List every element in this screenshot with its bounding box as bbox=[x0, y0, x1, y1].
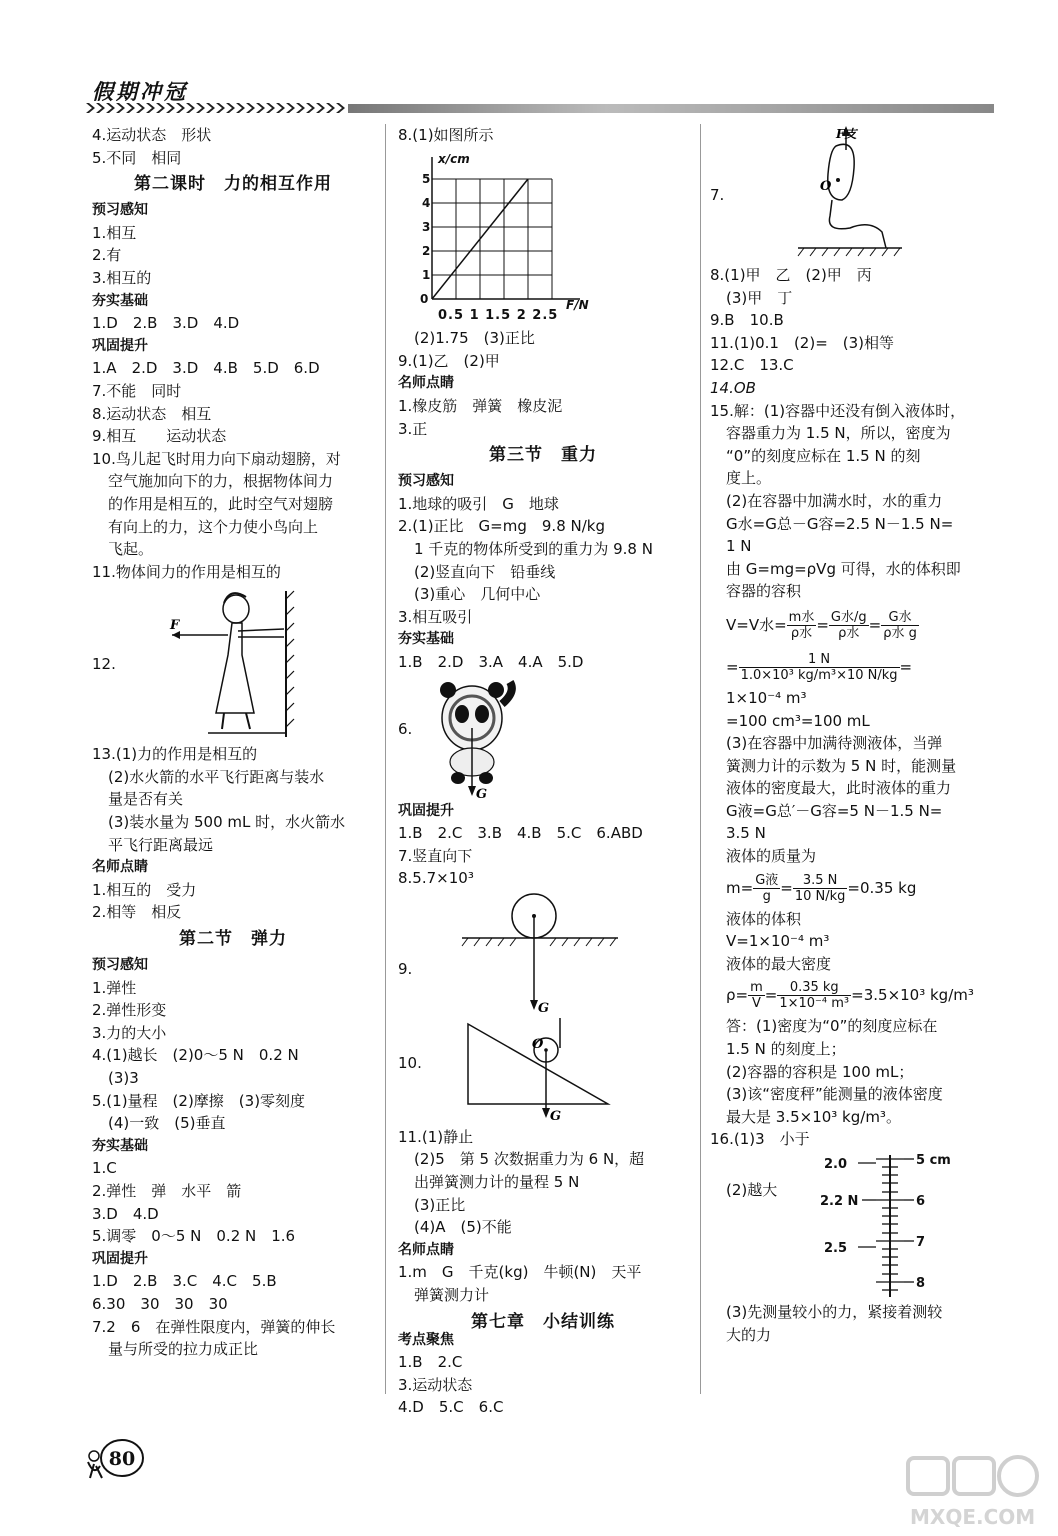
svg-text:MXQE.COM: MXQE.COM bbox=[910, 1505, 1036, 1529]
page-number-badge bbox=[82, 1436, 146, 1480]
answer-line: 8.(1)如图所示 bbox=[398, 126, 494, 144]
answer-line: 8.运动状态 相互 bbox=[92, 404, 212, 423]
subsection-label: 巩固提升 bbox=[92, 337, 148, 354]
answer-line: (3)先测量较小的力，紧接着测较 bbox=[726, 1303, 943, 1321]
section-title: 第七章 小结训练 bbox=[471, 1311, 615, 1332]
answer-line: 量是否有关 bbox=[108, 790, 184, 809]
answer-line: 出弹簧测力计的量程 5 N bbox=[414, 1173, 580, 1192]
scale-right-label: 6 bbox=[916, 1194, 926, 1209]
answer-line: 14.OB bbox=[710, 378, 756, 397]
answer-line: 1.B 2.C 3.B 4.B 5.C 6.ABD bbox=[398, 824, 643, 843]
answer-line: 7.不能 同时 bbox=[92, 381, 182, 400]
answer-line: 液体的体积 bbox=[726, 909, 802, 928]
page-number: 80 bbox=[108, 1448, 136, 1470]
question-number: 7. bbox=[710, 186, 725, 204]
section-title: 第三节 重力 bbox=[489, 445, 597, 466]
answer-line: 3.力的大小 bbox=[92, 1023, 167, 1042]
answer-line: (4)一致 (5)垂直 bbox=[108, 1114, 226, 1133]
answer-line: (2)竖直向下 铅垂线 bbox=[414, 562, 556, 581]
fraction: $\frac{\text{G水}}{\text{ρ水 g}}$ bbox=[883, 609, 917, 641]
spring-scale-figure bbox=[820, 1151, 980, 1301]
fraction: $\frac{m}{V}$ bbox=[750, 980, 763, 1012]
graph-x-axis-label: F/N bbox=[566, 297, 589, 312]
answer-line: 5.调零 0～5 N 0.2 N 1.6 bbox=[92, 1227, 296, 1246]
section-title: 第二课时 力的相互作用 bbox=[134, 174, 332, 195]
answer-line: 1.地球的吸引 G 地球 bbox=[398, 494, 559, 513]
answer-line: 8.5.7×10³ bbox=[398, 869, 474, 888]
answer-line: (3)在容器中加满待测液体，当弹 bbox=[726, 734, 943, 753]
answer-line: 4.(1)越长 (2)0～5 N 0.2 N bbox=[92, 1046, 299, 1065]
subsection-label: 夯实基础 bbox=[92, 292, 148, 309]
figure-6-block bbox=[398, 674, 688, 800]
force-f-label: F bbox=[170, 618, 180, 634]
answer-line: 空气施加向下的力，根据物体间力 bbox=[108, 472, 334, 491]
answer-line: “0”的刻度应标在 1.5 N 的刻 bbox=[726, 446, 921, 465]
scale-right-label: 5 cm bbox=[916, 1153, 951, 1168]
answer-line: (3)甲 丁 bbox=[726, 288, 793, 307]
answer-line: 7.2 6 在弹性限度内，弹簧的伸长 bbox=[92, 1317, 336, 1336]
fraction: $\frac{3.5 N}{10 N/kg}$ bbox=[794, 872, 846, 904]
answer-line: 3.运动状态 bbox=[398, 1375, 473, 1394]
arm-lever-figure bbox=[790, 124, 910, 264]
figure-9-block bbox=[398, 890, 688, 1018]
answer-line: 簧测力计的示数为 5 N 时，能测量 bbox=[726, 756, 957, 775]
formula-density: ρ= $\frac{m}{V}$ = $\frac{0.35 kg}{\text{1×10⁻⁴ m³}}$ =3.5×10³ kg/m³ bbox=[726, 980, 974, 1012]
answer-line: V=1×10⁻⁴ m³ bbox=[726, 932, 830, 951]
answer-line: 1.橡皮筋 弹簧 橡皮泥 bbox=[398, 396, 563, 415]
subsection-label: 名师点睛 bbox=[398, 1241, 454, 1258]
answer-line: G液=G总′－G容=5 N－1.5 N= bbox=[726, 801, 943, 820]
answer-line: 4.D 5.C 6.C bbox=[398, 1398, 504, 1417]
graph-y-tick: 5 bbox=[422, 171, 431, 186]
answer-line: 由 G=mg=ρVg 可得，水的体积即 bbox=[726, 559, 961, 578]
answer-line: 12.C 13.C bbox=[710, 356, 794, 375]
question-number: 10. bbox=[398, 1053, 422, 1072]
answer-column-2 bbox=[398, 124, 688, 1419]
fraction: $\frac{0.35 kg}{\text{1×10⁻⁴ m³}}$ bbox=[779, 980, 850, 1012]
subsection-label: 预习感知 bbox=[398, 473, 454, 490]
answer-line: 1.m G 千克(kg) 牛顿(N) 天平 bbox=[398, 1263, 642, 1282]
answer-line: 9.相互 运动状态 bbox=[92, 427, 227, 446]
answer-line: 1.D 2.B 3.C 4.C 5.B bbox=[92, 1272, 277, 1291]
answer-column-1 bbox=[92, 124, 374, 1361]
answer-line: 有向上的力，这个力使小鸟向上 bbox=[108, 517, 319, 536]
answer-line: 量与所受的拉力成正比 bbox=[108, 1340, 259, 1359]
fraction: $\frac{\text{m水}}{\text{ρ水}}$ bbox=[788, 609, 815, 641]
figure-10-block bbox=[398, 1018, 688, 1126]
section-title: 第二节 弹力 bbox=[179, 929, 287, 950]
answer-line: =100 cm³=100 mL bbox=[726, 711, 870, 730]
answer-line: 3.相互的 bbox=[92, 268, 152, 287]
answer-line: 8.(1)甲 乙 (2)甲 丙 bbox=[710, 266, 872, 284]
answer-line: 1.5 N 的刻度上； bbox=[726, 1040, 846, 1059]
answer-line: 6.30 30 30 30 bbox=[92, 1294, 228, 1313]
panda-mascot-figure bbox=[418, 674, 518, 800]
column-divider bbox=[700, 124, 701, 1394]
pivot-o-label: O bbox=[820, 179, 832, 194]
gravity-g-label: G bbox=[538, 1000, 550, 1016]
fraction: $\frac{1 N}{\text{1.0×10³ kg/m³×10 N/kg}}$ bbox=[740, 651, 898, 683]
answer-line: 3.D 4.D bbox=[92, 1204, 159, 1223]
subsection-label: 巩固提升 bbox=[398, 802, 454, 819]
answer-line: 容器的容积 bbox=[726, 582, 802, 601]
answer-line: 1.B 2.C bbox=[398, 1353, 463, 1372]
scale-left-label: 2.0 bbox=[824, 1157, 848, 1172]
scale-right-label: 7 bbox=[916, 1235, 926, 1250]
header-band bbox=[86, 101, 994, 115]
formula-volume: V=V水= $\frac{\text{m水}}{\text{ρ水}}$ = $\frac{\text{G水/g}}{\text{ρ水}}$ = $\frac{\text{G水}}{\text{ρ水 g}}$ bbox=[726, 609, 917, 641]
answer-line: 1.C bbox=[92, 1159, 117, 1178]
answer-line: (2)容器的容积是 100 mL； bbox=[726, 1062, 914, 1081]
answer-line: 度上。 bbox=[726, 469, 772, 488]
answer-line: 9.(1)乙 (2)甲 bbox=[398, 351, 500, 370]
subsection-label: 夯实基础 bbox=[398, 631, 454, 648]
answer-line: 1 N bbox=[726, 537, 752, 556]
answer-line: (2)水火箭的水平飞行距离与装水 bbox=[108, 767, 325, 786]
answer-line: 2.弹性形变 bbox=[92, 1001, 167, 1020]
answer-line: 液体的密度最大，此时液体的重力 bbox=[726, 779, 952, 798]
answer-line: 4.运动状态 形状 bbox=[92, 126, 212, 144]
subsection-label: 夯实基础 bbox=[92, 1137, 148, 1154]
question-number: 9. bbox=[398, 959, 413, 978]
graph-y-tick: 1 bbox=[422, 267, 431, 282]
scale-right-label: 8 bbox=[916, 1276, 926, 1291]
graph-x-tick: 0.5 bbox=[438, 307, 465, 323]
answer-line: 的作用是相互的，此时空气对翅膀 bbox=[108, 494, 334, 513]
answer-line: 3.相互吸引 bbox=[398, 607, 473, 626]
ball-on-incline-figure bbox=[464, 1018, 614, 1126]
answer-line: 最大是 3.5×10³ kg/m³。 bbox=[726, 1107, 901, 1126]
question-number: 6. bbox=[398, 719, 413, 738]
subsection-label: 预习感知 bbox=[92, 202, 148, 219]
answer-line: 1.B 2.D 3.A 4.A 5.D bbox=[398, 652, 584, 671]
answer-line: 1.相互的 受力 bbox=[92, 880, 197, 899]
graph-x-tick: 2.5 bbox=[532, 307, 559, 323]
graph-x-tick: 1 bbox=[469, 307, 480, 323]
subsection-label: 预习感知 bbox=[92, 957, 148, 974]
answer-line: 9.B 10.B bbox=[710, 311, 784, 330]
answer-line: 1.A 2.D 3.D 4.B 5.D 6.D bbox=[92, 359, 320, 378]
answer-column-3 bbox=[710, 124, 1000, 1346]
answer-line: 3.5 N bbox=[726, 824, 766, 843]
graph-y-tick: 4 bbox=[422, 195, 431, 210]
answer-line: 11.(1)静止 bbox=[398, 1127, 474, 1146]
answer-line: (2)越大 bbox=[726, 1181, 778, 1199]
answer-line: 13.(1)力的作用是相互的 bbox=[92, 745, 258, 764]
answer-line: (3)3 bbox=[108, 1069, 139, 1087]
question-number: 12. bbox=[92, 655, 116, 674]
center-o-label: O bbox=[532, 1036, 544, 1052]
answer-line: (2)1.75 (3)正比 bbox=[414, 329, 535, 348]
column-divider bbox=[385, 124, 386, 1394]
answer-line: (3)正比 bbox=[414, 1195, 466, 1214]
answer-line: 16.(1)3 小于 bbox=[710, 1130, 810, 1149]
graph-y-tick: 2 bbox=[422, 243, 431, 258]
header-title: 假期冲冠 bbox=[92, 80, 188, 104]
answer-line: 15.解：(1)容器中还没有倒入液体时， bbox=[710, 401, 966, 420]
formula-volume-2: = $\frac{1 N}{\text{1.0×10³ kg/m³×10 N/kg}}$ = bbox=[726, 651, 913, 683]
answer-line: G水=G总－G容=2.5 N－1.5 N= bbox=[726, 514, 954, 533]
graph-x-tick: 1.5 bbox=[485, 307, 512, 323]
subsection-label: 考点聚焦 bbox=[398, 1331, 454, 1348]
fraction: $\frac{\text{G水/g}}{\text{ρ水}}$ bbox=[830, 609, 867, 641]
gravity-g-label: G bbox=[476, 786, 488, 802]
answer-line: 11.(1)0.1 (2)= (3)相等 bbox=[710, 333, 895, 352]
answer-line: 容器重力为 1.5 N，所以，密度为 bbox=[726, 424, 951, 443]
answer-line: 2.有 bbox=[92, 246, 122, 265]
answer-line: 大的力 bbox=[726, 1325, 772, 1344]
answer-line: 5.不同 相同 bbox=[92, 148, 182, 167]
graph-x-tick: 2 bbox=[516, 307, 527, 323]
figure-12-block bbox=[92, 583, 374, 743]
scale-left-label: 2.5 bbox=[824, 1241, 848, 1256]
answer-line: (2)5 第 5 次数据重力为 6 N，超 bbox=[414, 1150, 645, 1169]
answer-line: 1 千克的物体所受到的重力为 9.8 N bbox=[414, 539, 653, 558]
answer-line: (3)装水量为 500 mL 时，水火箭水 bbox=[108, 813, 346, 832]
answer-line: (4)A (5)不能 bbox=[414, 1218, 512, 1237]
fraction: $\frac{\text{G液}}{g}$ bbox=[755, 872, 779, 904]
answer-line: 2.弹性 弹 水平 箭 bbox=[92, 1181, 242, 1200]
answer-line: 3.正 bbox=[398, 419, 428, 438]
answer-line: 10.鸟儿起飞时用力向下扇动翅膀，对 bbox=[92, 449, 341, 468]
answer-line: 1.弹性 bbox=[92, 978, 137, 997]
graph-y-tick: 3 bbox=[422, 219, 431, 234]
formula-part: V=V水= bbox=[726, 615, 787, 634]
answer-line: 1.相互 bbox=[92, 223, 137, 242]
answer-line: (3)该“密度秤”能测量的液体密度 bbox=[726, 1085, 943, 1104]
answer-line: 平飞行距离最远 bbox=[108, 835, 214, 854]
force-label: F支 bbox=[836, 127, 857, 141]
answer-line: 7.竖直向下 bbox=[398, 846, 473, 865]
answer-line: (2)在容器中加满水时，水的重力 bbox=[726, 491, 943, 510]
figure-7-block bbox=[710, 124, 1000, 264]
scale-left-label: 2.2 N bbox=[820, 1194, 859, 1209]
subsection-label: 巩固提升 bbox=[92, 1250, 148, 1267]
answer-line: 2.(1)正比 G=mg 9.8 N/kg bbox=[398, 517, 605, 536]
answer-line: 1.D 2.B 3.D 4.D bbox=[92, 314, 240, 333]
answer-line: 弹簧测力计 bbox=[414, 1286, 490, 1305]
subsection-label: 名师点睛 bbox=[398, 375, 454, 392]
answer-line: 液体的质量为 bbox=[726, 847, 817, 866]
graph-origin: 0 bbox=[420, 291, 429, 306]
answer-line: 2.相等 相反 bbox=[92, 903, 182, 922]
answer-line: 液体的最大密度 bbox=[726, 954, 832, 973]
girl-push-wall-figure bbox=[172, 585, 302, 745]
answer-line: 答：(1)密度为“0”的刻度应标在 bbox=[726, 1017, 938, 1036]
answer-line: 1×10⁻⁴ m³ bbox=[726, 688, 807, 707]
graph-x-ticks bbox=[398, 305, 688, 328]
ball-on-floor-figure bbox=[458, 890, 628, 1018]
answer-line: (3)重心 几何中心 bbox=[414, 585, 541, 604]
figure-16-block bbox=[710, 1151, 1000, 1301]
watermark-logo bbox=[900, 1452, 1050, 1532]
subsection-label: 名师点睛 bbox=[92, 859, 148, 876]
gravity-g-label: G bbox=[550, 1108, 562, 1124]
graph-y-axis-label: x/cm bbox=[438, 151, 470, 166]
answer-line: 11.物体间力的作用是相互的 bbox=[92, 562, 281, 581]
answer-line: 5.(1)量程 (2)摩擦 (3)零刻度 bbox=[92, 1091, 306, 1110]
formula-mass: m= $\frac{\text{G液}}{g}$ = $\frac{3.5 N}{10 N/kg}$ =0.35 kg bbox=[726, 872, 917, 904]
x-f-graph bbox=[398, 149, 598, 312]
answer-line: 飞起。 bbox=[108, 540, 154, 559]
